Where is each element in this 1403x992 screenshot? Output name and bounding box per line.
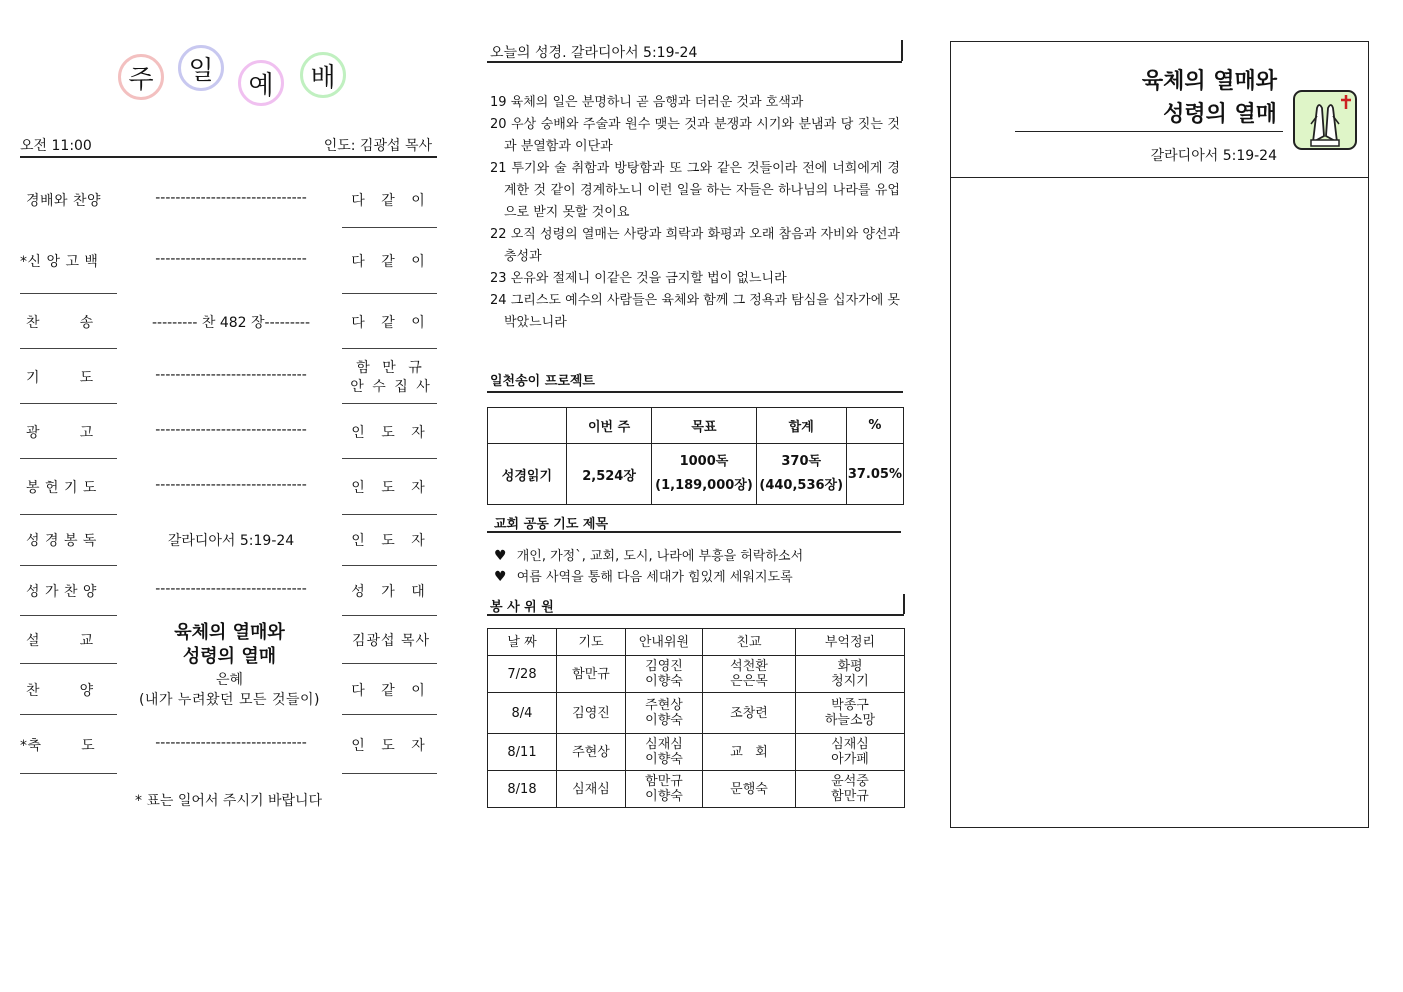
table-header: 이번 주 (566, 408, 652, 444)
divider (342, 348, 437, 349)
order-person: 다 같 이 (351, 683, 431, 699)
order-detail: 갈라디아서 5:19-24 (167, 533, 295, 549)
divider (20, 458, 117, 459)
divider (20, 293, 117, 294)
divider (342, 458, 437, 459)
goal-value (652, 444, 756, 505)
service-divider-edge (903, 594, 905, 614)
guide-cell (626, 656, 703, 693)
prayer-cell: 주현상 (557, 734, 626, 771)
sermon-notes-panel (950, 41, 1369, 828)
order-name: 기 도 (26, 370, 94, 386)
total-count: 370독 (781, 454, 822, 469)
order-name: 찬 양 (26, 683, 94, 699)
sermon-title-line-2: 성령의 열매 (182, 646, 277, 667)
praying-hands-icon (1291, 86, 1359, 154)
table-header: 기도 (557, 629, 626, 656)
guide-cell (626, 771, 703, 808)
kitchen-name: 청지기 (831, 674, 869, 689)
header-divider (20, 156, 437, 158)
order-name: *축 도 (20, 738, 96, 754)
date-cell: 8/18 (488, 771, 557, 808)
order-name: 성 경 봉 독 (26, 533, 97, 549)
order-person: 다 같 이 (351, 193, 431, 209)
divider (20, 663, 117, 664)
table-row (488, 771, 905, 808)
reading-project-table (487, 407, 904, 505)
order-person: 성 가 대 (351, 584, 431, 600)
guide-cell (626, 693, 703, 734)
this-week-value: 2,524장 (566, 444, 652, 505)
service-time: 오전 11:00 (20, 138, 92, 154)
order-person: 인 도 자 (351, 738, 431, 754)
order-detail: ------------------------------ (155, 251, 307, 267)
hymn-subtitle: (내가 누려왔던 모든 것들이) (138, 692, 321, 708)
kitchen-cell (796, 693, 905, 734)
divider (342, 714, 437, 715)
kitchen-cell (796, 734, 905, 771)
row-label: 성경읽기 (488, 444, 567, 505)
divider (20, 348, 117, 349)
guide-name: 이향숙 (645, 789, 683, 804)
guide-name: 김영진 (645, 659, 683, 674)
fellowship-name: 문행숙 (730, 781, 768, 797)
goal-pages: (1,189,000장) (655, 478, 753, 493)
guide-name: 심재심 (645, 737, 683, 752)
heart-icon: ♥ (494, 548, 507, 564)
divider (342, 663, 437, 664)
guide-cell (626, 734, 703, 771)
scripture-divider (487, 61, 902, 63)
hymn-title: 은혜 (215, 672, 244, 688)
prayer-divider (487, 531, 901, 533)
divider (342, 773, 437, 774)
divider (342, 615, 437, 616)
kitchen-name: 박종구 (831, 698, 869, 713)
table-header: 친교 (703, 629, 796, 656)
fellowship-cell (703, 771, 796, 808)
percent-value: 37.05% (846, 444, 903, 505)
sermon-cover-title-2: 성령의 열매 (1163, 102, 1277, 127)
table-row (488, 693, 905, 734)
kitchen-name: 함만규 (831, 789, 869, 804)
table-header: 부억정리 (796, 629, 905, 656)
order-name: 찬 송 (26, 315, 94, 331)
divider (342, 293, 437, 294)
standing-footnote: * 표는 일어서 주시기 바랍니다 (134, 793, 323, 809)
fellowship-name: 은은목 (730, 674, 768, 689)
prayer-text: 개인, 가정`, 교회, 도시, 나라에 부흥을 허락하소서 (516, 549, 804, 564)
kitchen-name: 윤석중 (831, 774, 869, 789)
scripture-title: 오늘의 성경. 갈라디아서 5:19-24 (490, 45, 698, 61)
reading-project-title: 일천송이 프로젝트 (490, 374, 595, 389)
prayer-title: 교회 공동 기도 제목 (494, 517, 609, 532)
prayer-cell: 김영진 (557, 693, 626, 734)
order-person: 다 같 이 (351, 315, 431, 331)
heart-icon: ♥ (494, 569, 507, 585)
order-person: 인 도 자 (351, 425, 431, 441)
table-header (488, 408, 567, 444)
order-name: 성 가 찬 양 (26, 584, 97, 600)
order-detail: ------------------------------ (155, 477, 307, 493)
verse-22: 22 오직 성령의 열매는 사랑과 희락과 화평과 오래 참음과 자비와 양선과 충성과 (490, 227, 900, 264)
order-person: 함 만 규 (356, 360, 426, 376)
divider (20, 565, 117, 566)
goal-count: 1000독 (679, 454, 729, 469)
divider (342, 403, 437, 404)
order-name: 광 고 (26, 425, 94, 441)
cover-divider (1015, 131, 1283, 132)
verse-24: 24 그리스도 예수의 사람들은 육체와 함께 그 정욕과 탐심을 십자가에 못 박았느니라 (490, 293, 900, 330)
scripture-divider-edge (901, 40, 903, 61)
fellowship-name: 조창련 (730, 705, 768, 721)
total-value (756, 444, 846, 505)
title-char-1: 주 (118, 54, 164, 100)
divider (20, 615, 117, 616)
service-committee-title: 봉 사 위 원 (490, 600, 554, 615)
kitchen-name: 심재심 (831, 737, 869, 752)
sermon-title-line-1: 육체의 열매와 (174, 622, 285, 643)
table-header: % (846, 408, 903, 444)
guide-name: 이향숙 (645, 752, 683, 767)
order-detail: ------------------------------ (155, 735, 307, 751)
guide-name: 이향숙 (645, 713, 683, 728)
table-header: 날 짜 (488, 629, 557, 656)
kitchen-cell (796, 656, 905, 693)
kitchen-name: 화평 (837, 659, 863, 674)
date-cell: 8/4 (488, 693, 557, 734)
divider (20, 514, 117, 515)
order-person: 인 도 자 (351, 480, 431, 496)
prayer-cell: 심재심 (557, 771, 626, 808)
fellowship-name: 석천환 (730, 659, 768, 674)
prayer-item (494, 566, 793, 585)
prayer-item (494, 545, 803, 564)
divider (20, 403, 117, 404)
table-row (488, 656, 905, 693)
title-char-2: 일 (178, 45, 224, 91)
table-header: 안내위원 (626, 629, 703, 656)
sermon-cover-reference: 갈라디아서 5:19-24 (1150, 148, 1277, 164)
order-name: *신 앙 고 백 (20, 254, 99, 270)
order-name: 경배와 찬양 (26, 193, 102, 209)
kitchen-name: 하늘소망 (824, 713, 876, 728)
divider (342, 565, 437, 566)
divider (20, 773, 117, 774)
order-detail: ------------------------------ (155, 190, 307, 206)
verse-23: 23 온유와 절제니 이같은 것을 금지할 법이 없느니라 (490, 271, 787, 286)
guide-name: 주현상 (645, 698, 683, 713)
order-name: 설 교 (26, 633, 94, 649)
title-char-4: 배 (300, 52, 346, 98)
order-person-title: 안 수 집 사 (350, 379, 432, 395)
table-header: 합계 (756, 408, 846, 444)
kitchen-cell (796, 771, 905, 808)
order-detail: --------- 찬 482 장--------- (151, 315, 311, 331)
verse-20: 20 우상 숭배와 주술과 원수 맺는 것과 분쟁과 시기와 분냄과 당 짓는 것과 분열함과 이단과 (490, 117, 900, 154)
fellowship-cell (703, 693, 796, 734)
guide-name: 함만규 (645, 774, 683, 789)
table-row (488, 734, 905, 771)
divider (342, 514, 437, 515)
order-person: 다 같 이 (351, 254, 431, 270)
order-name: 봉 헌 기 도 (26, 480, 97, 496)
prayer-text: 여름 사역을 통해 다음 세대가 힘있게 세워지도록 (516, 570, 793, 585)
order-detail: ------------------------------ (155, 581, 307, 597)
divider (20, 714, 117, 715)
service-divider (487, 614, 904, 616)
guide-name: 이향숙 (645, 674, 683, 689)
divider (342, 227, 437, 228)
scripture-text (490, 92, 900, 334)
fellowship-cell (703, 656, 796, 693)
date-cell: 8/11 (488, 734, 557, 771)
service-leader: 인도: 김광섭 목사 (323, 138, 432, 154)
fellowship-name: 교 회 (730, 744, 768, 760)
prayer-cell: 함만규 (557, 656, 626, 693)
kitchen-name: 아가페 (831, 752, 869, 767)
title-char-3: 예 (238, 60, 284, 106)
verse-21: 21 투기와 술 취함과 방탕함과 또 그와 같은 것들이라 전에 너희에게 경계한 것 같이 경계하노니 이런 일을 하는 자들은 하나님의 나라를 유업으로 받지 못할 것이요 (490, 161, 900, 220)
service-table (487, 628, 905, 808)
table-header: 목표 (652, 408, 756, 444)
date-cell: 7/28 (488, 656, 557, 693)
order-detail: ------------------------------ (155, 422, 307, 438)
fellowship-cell (703, 734, 796, 771)
order-person: 김광섭 목사 (351, 633, 431, 649)
total-pages: (440,536장) (759, 478, 844, 493)
reading-project-divider (487, 391, 903, 393)
cover-header-divider (951, 177, 1368, 178)
verse-19: 19 육체의 일은 분명하니 곧 음행과 더러운 것과 호색과 (490, 95, 804, 110)
order-detail: ------------------------------ (155, 367, 307, 383)
sermon-cover-title-1: 육체의 열매와 (1141, 69, 1277, 94)
order-person: 인 도 자 (351, 533, 431, 549)
